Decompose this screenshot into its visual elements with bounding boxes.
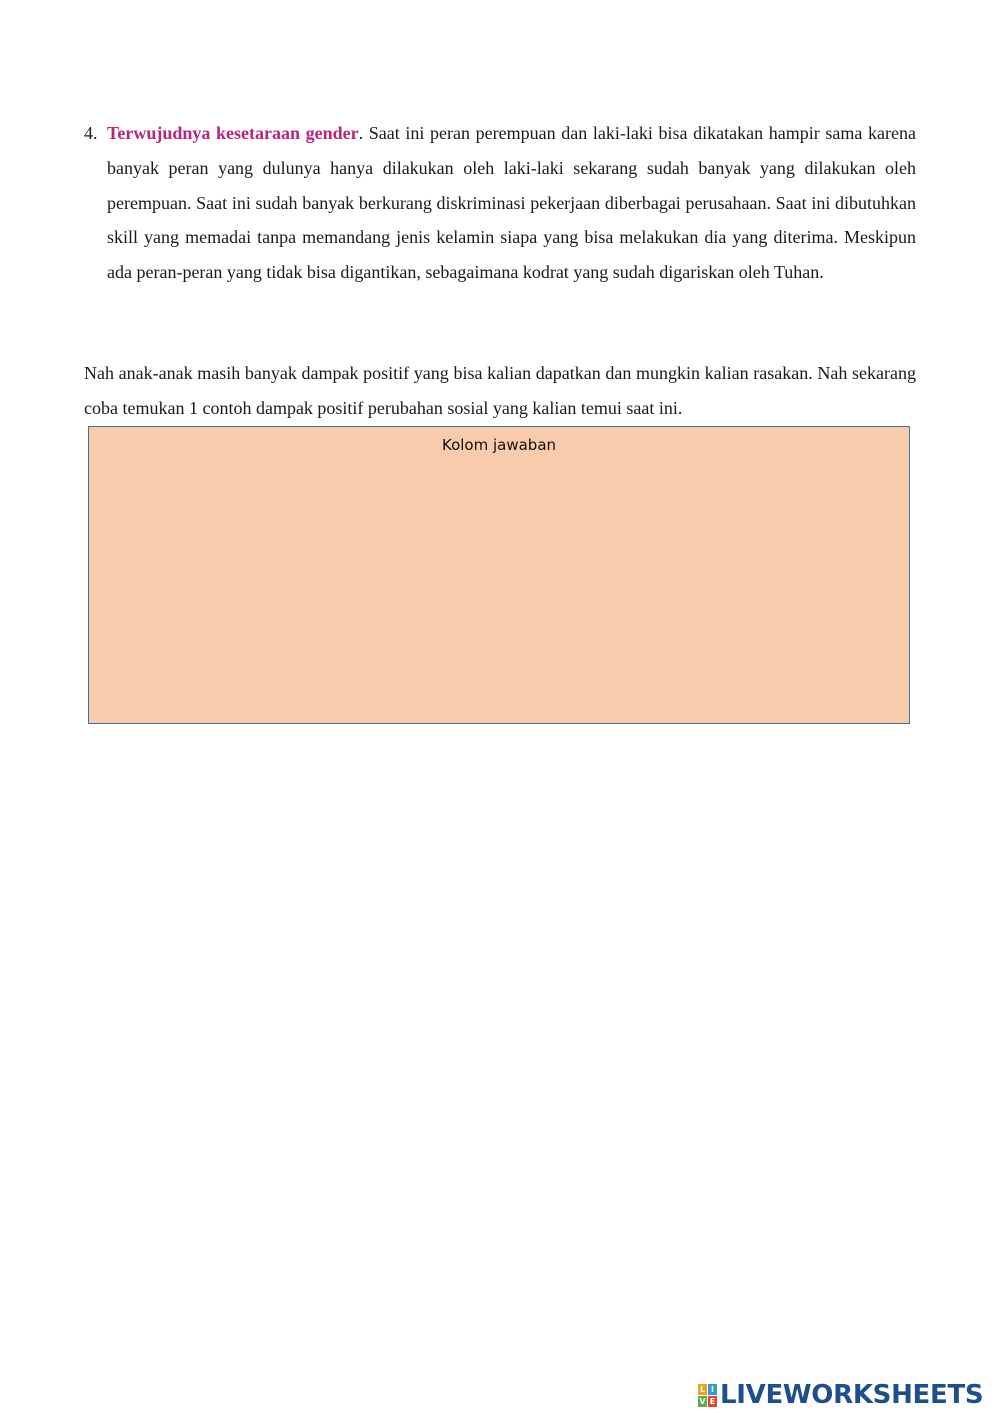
item-heading: Terwujudnya kesetaraan gender — [107, 123, 359, 143]
logo-mark-letter: V — [699, 1396, 706, 1406]
item-number: 4. — [84, 123, 98, 143]
liveworksheets-logo — [698, 1380, 983, 1410]
list-item-4 — [84, 116, 916, 290]
logo-mark-letter: L — [699, 1384, 706, 1394]
instruction-paragraph: Nah anak-anak masih banyak dampak positif yang bisa kalian dapatkan dan mungkin kalian rasakan. Nah sekarang coba temukan 1 contoh dampak positif perubahan sosial yang kalian temui saat ini. — [84, 363, 916, 418]
answer-input[interactable] — [101, 467, 897, 711]
logo-mark-icon — [698, 1384, 717, 1407]
logo-mark-letter: I — [708, 1384, 717, 1395]
logo-text: LIVEWORKSHEETS — [720, 1380, 984, 1410]
answer-box-label: Kolom jawaban — [441, 436, 557, 454]
item-body — [107, 116, 916, 290]
answer-box[interactable] — [88, 426, 910, 724]
item-text: . Saat ini peran perempuan dan laki-laki bisa dikatakan hampir sama karena banyak peran yang dulunya hanya dilakukan oleh laki-laki sekarang sudah banyak yang dilakukan oleh perempuan. Saat ini sudah banyak berkurang diskriminasi pekerjaan diberbagai perusahaan. Saat ini dibutuhkan skill yang memadai tanpa memandang jenis kelamin siapa yang bisa melakukan dia yang diterima. Meskipun ada peran-peran yang tidak bisa digantikan, sebagaimana kodrat yang sudah digariskan oleh Tuhan. — [107, 123, 916, 283]
logo-mark-letter: E — [709, 1396, 716, 1406]
